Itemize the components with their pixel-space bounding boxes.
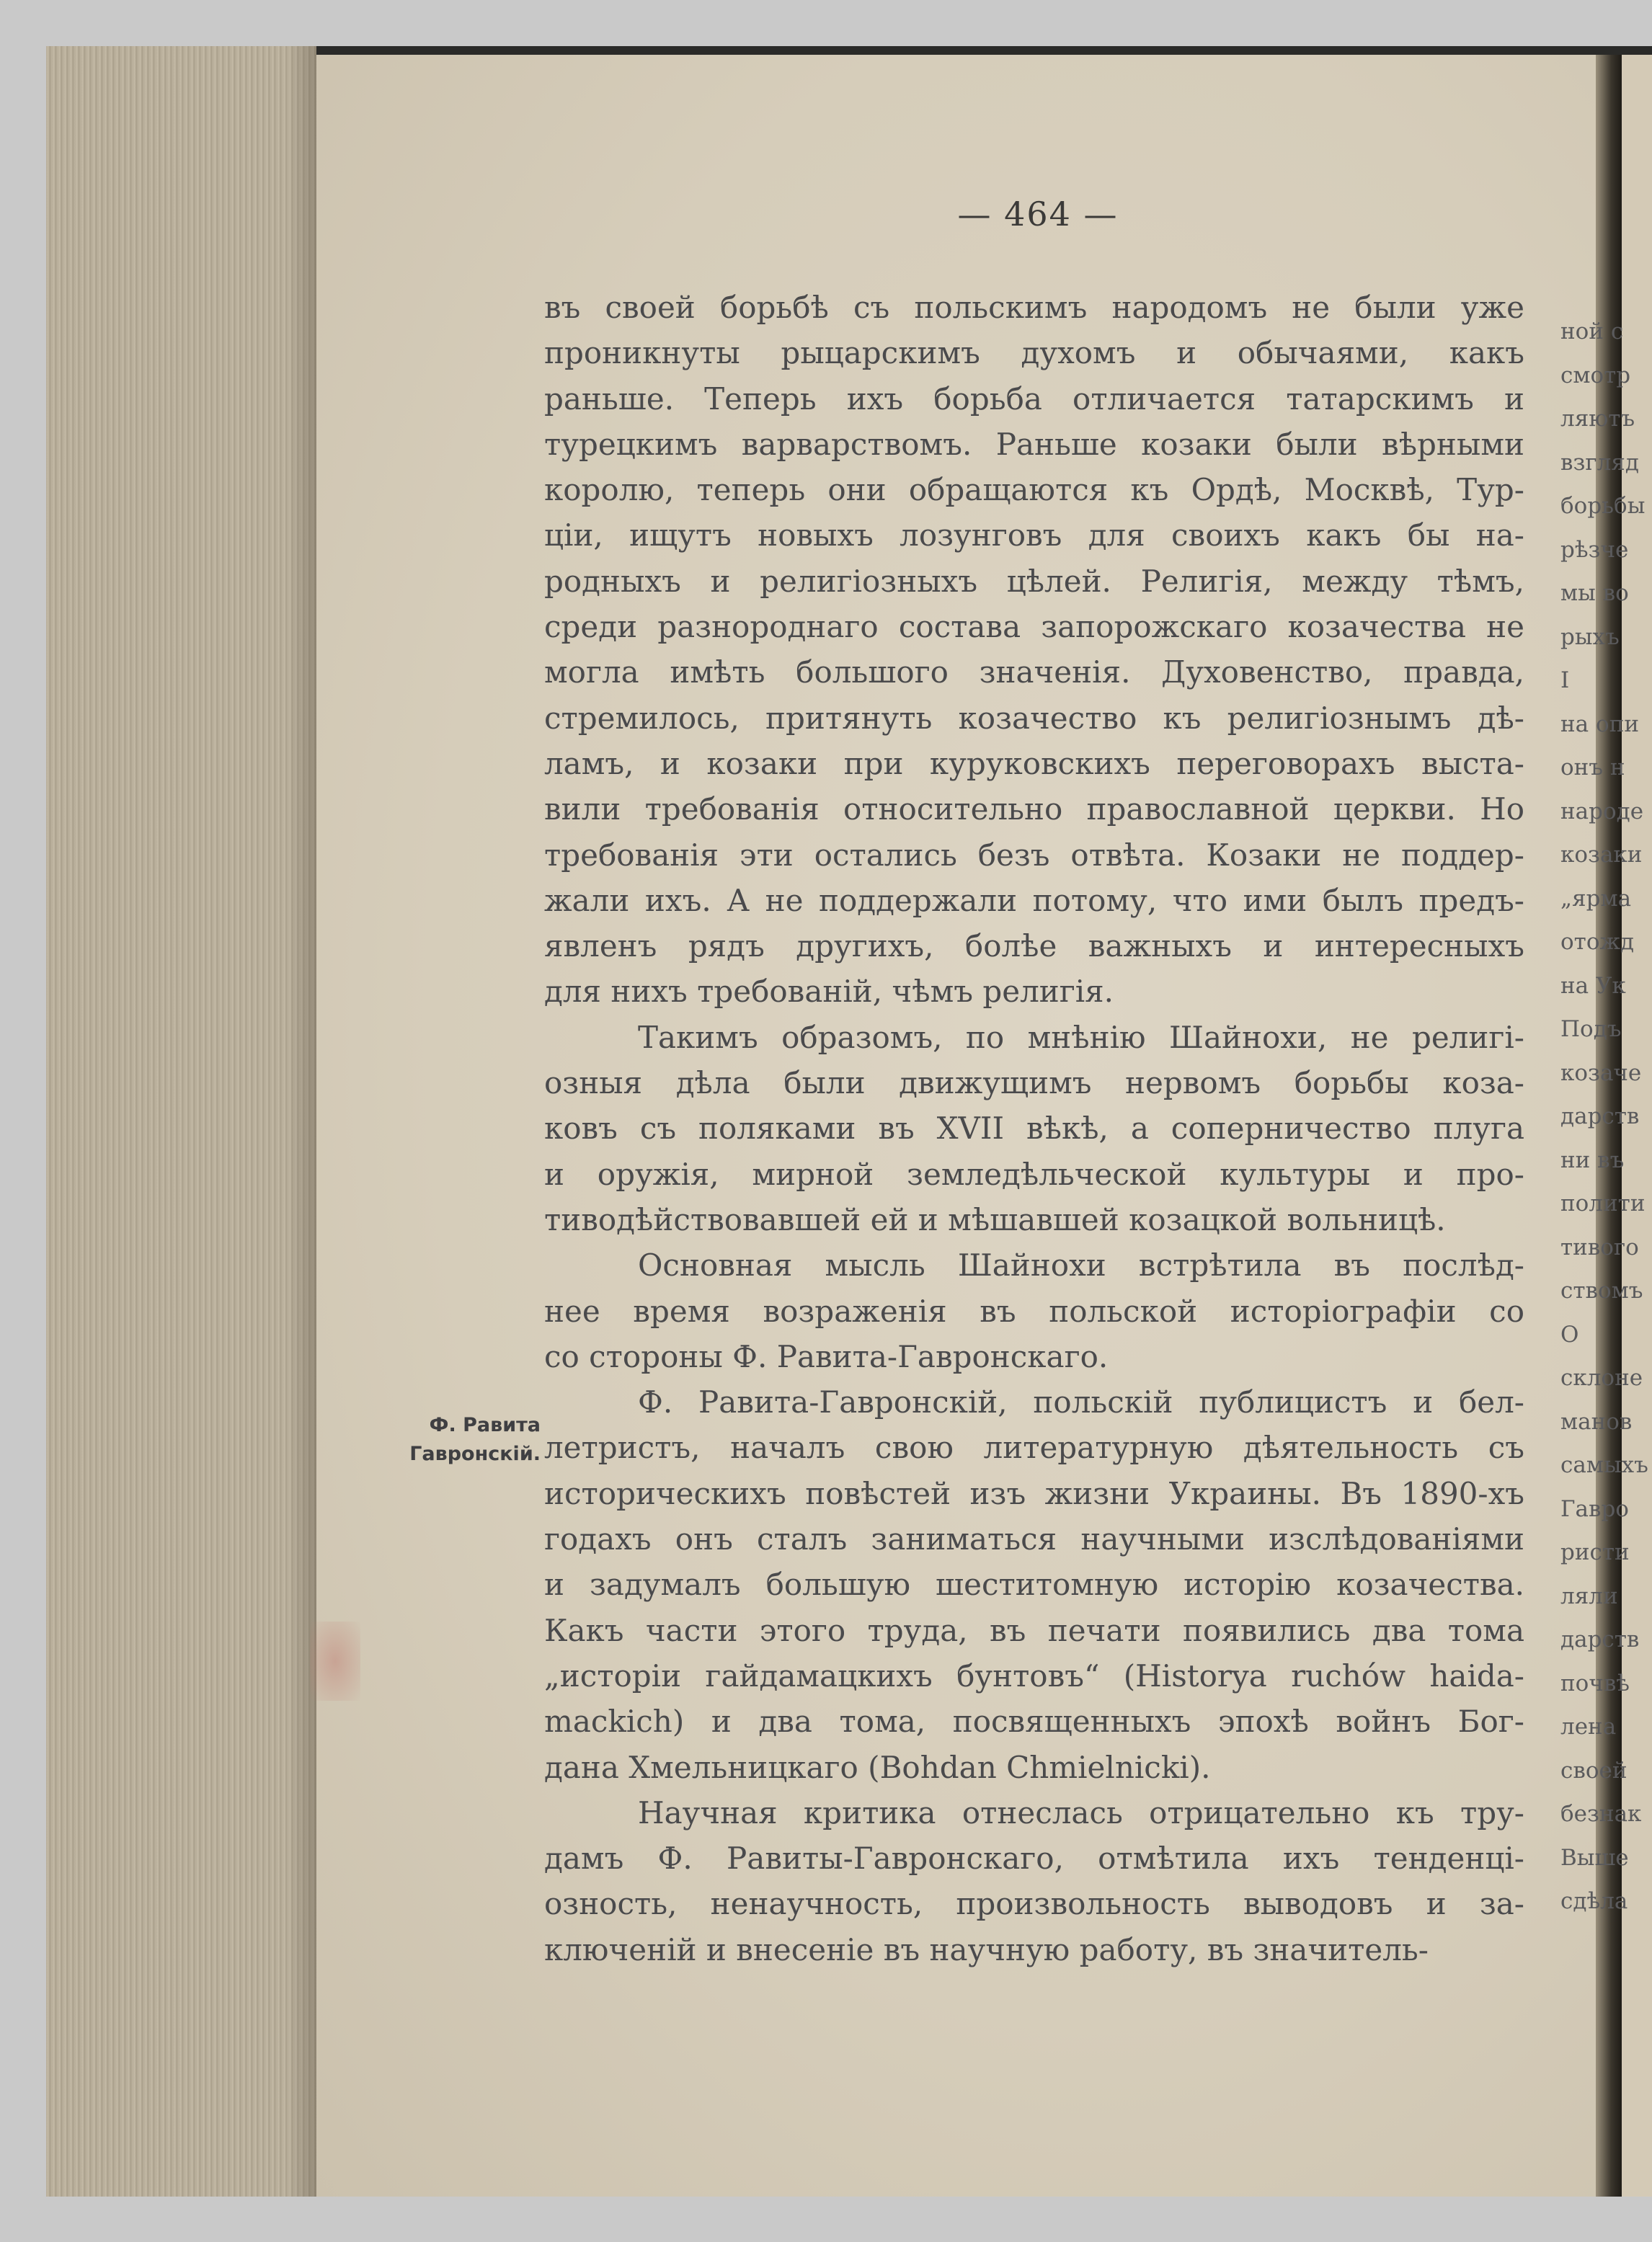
right-page-fragment: манов [1560, 1408, 1633, 1435]
text-line: среди разнороднаго состава запорожскаго козачества не [544, 609, 1524, 645]
text-line: и задумалъ большую шеститомную исторію козачества. [544, 1567, 1524, 1603]
text-line: турецкимъ варварствомъ. Раньше козаки были вѣрными [544, 426, 1524, 462]
right-page-fragment: мы во [1560, 580, 1629, 606]
text-line: Основная мысль Шайнохи встрѣтила въ послѣд- [638, 1247, 1524, 1284]
paragraph [544, 1790, 1524, 1972]
text-line: явленъ рядъ другихъ, болѣе важныхъ и интересныхъ [544, 928, 1524, 964]
right-page-fragment: козаче [1560, 1059, 1642, 1086]
text-line: нее время возраженія въ польской исторіографіи со [544, 1293, 1524, 1329]
right-page-fragment: лена [1560, 1714, 1617, 1740]
text-line: дамъ Ф. Равиты-Гавронскаго, отмѣтила ихъ тенденці- [544, 1841, 1524, 1877]
text-line: могла имѣть большого значенія. Духовенство, правда, [544, 654, 1524, 690]
text-line: Научная критика отнеслась отрицательно къ тру- [638, 1794, 1524, 1830]
text-line: историческихъ повѣстей изъ жизни Украины. Въ 1890-хъ [544, 1475, 1524, 1511]
right-page-fragment: взгляд [1560, 449, 1639, 476]
right-page-fragment: безнак [1560, 1801, 1642, 1827]
text-line: Ф. Равита-Гавронскій, польскій публицистъ и бел- [638, 1384, 1524, 1420]
right-page-fragment: народе [1560, 798, 1644, 824]
text-line: летристъ, началъ свою литературную дѣятельность съ [544, 1430, 1524, 1466]
right-page-fragment: склоне [1560, 1365, 1643, 1391]
right-page-fragment: дарств [1560, 1103, 1640, 1129]
text-line: ковъ съ поляками въ XVII вѣкѣ, а соперничество плуга [544, 1111, 1524, 1147]
text-line: озность, ненаучность, произвольность выводовъ и за- [544, 1886, 1524, 1922]
right-page-fragment: своей [1560, 1757, 1627, 1784]
right-page-fragment: ляютъ [1560, 406, 1635, 432]
text-line: проникнуты рыцарскимъ духомъ и обычаями, какъ [544, 335, 1524, 371]
text-line: раньше. Теперь ихъ борьба отличается татарскимъ и [544, 381, 1524, 417]
text-line: тиводѣйствовавшей ей и мѣшавшей козацкой вольницѣ. [544, 1201, 1446, 1237]
text-line: „исторіи гайдамацкихъ бунтовъ“ (Historya ruchów haida- [544, 1658, 1524, 1694]
right-page-fragment: тивого [1560, 1234, 1639, 1260]
right-page-fragment: отожд [1560, 929, 1635, 955]
right-page-fragment: ристи [1560, 1539, 1630, 1565]
text-line: mackich) и два тома, посвященныхъ эпохѣ войнъ Бог- [544, 1704, 1524, 1740]
margin-note [375, 1411, 541, 1469]
body-text [544, 285, 1524, 1972]
right-page-fragment: на Ук [1560, 972, 1626, 999]
right-page-fragment: Подъ [1560, 1016, 1622, 1042]
right-page-fragment: смотр [1560, 362, 1631, 388]
text-line: для нихъ требованій, чѣмъ религія. [544, 974, 1114, 1010]
text-line: ламъ, и козаки при куруковскихъ переговорахъ выста- [544, 745, 1524, 781]
right-page-fragment: О [1560, 1321, 1579, 1348]
paragraph [544, 1379, 1524, 1790]
right-page-fragment: полити [1560, 1191, 1646, 1216]
right-page-fragment: рыхъ [1560, 623, 1620, 650]
right-page-fragment: „ярма [1560, 885, 1632, 912]
right-page-fragment: борьбы [1560, 493, 1646, 519]
text-line: Такимъ образомъ, по мнѣнію Шайнохи, не религі- [638, 1019, 1524, 1055]
text-line: озныя дѣла были движущимъ нервомъ борьбы коза- [544, 1065, 1524, 1101]
right-page-fragment: сдѣла [1560, 1888, 1628, 1914]
page-number: — 464 — [957, 195, 1119, 233]
text-line: вили требованія относительно православной церкви. Но [544, 791, 1524, 827]
right-page-fragment: на опи [1560, 711, 1639, 737]
right-page-fragment: дарств [1560, 1627, 1640, 1652]
text-line: дана Хмельницкаго (Bohdan Chmielnicki). [544, 1749, 1211, 1785]
paper-stain [310, 1622, 360, 1701]
right-page-fragment: ляли [1560, 1583, 1618, 1609]
paragraph [544, 285, 1524, 1015]
right-page-fragment: Гавро [1560, 1495, 1629, 1522]
text-line: жали ихъ. А не поддержали потому, что ими былъ предъ- [544, 882, 1524, 918]
right-page-fragment: козаки [1560, 842, 1643, 868]
text-line: ціи, ищутъ новыхъ лозунговъ для своихъ какъ бы на- [544, 517, 1524, 553]
right-page-fragment: Выше [1560, 1844, 1629, 1871]
text-line: ключеній и внесеніе въ научную работу, въ значитель- [544, 1931, 1429, 1967]
book-page-edges [46, 46, 316, 2197]
right-page-fragment: ни въ [1560, 1147, 1625, 1173]
text-line: со стороны Ф. Равита-Гавронскаго. [544, 1338, 1109, 1374]
right-page-fragment: ствомъ [1560, 1278, 1643, 1304]
margin-note-line: Гавронскій. [409, 1443, 541, 1465]
paragraph [544, 1015, 1524, 1242]
right-page-fragment: І [1560, 667, 1570, 693]
text-line: годахъ онъ сталъ заниматься научными изслѣдованіями [544, 1521, 1524, 1557]
text-line: стремилось, притянуть козачество къ религіознымъ дѣ- [544, 700, 1524, 736]
text-line: въ своей борьбѣ съ польскимъ народомъ не были уже [544, 290, 1524, 325]
text-line: королю, теперь они обращаются къ Ордѣ, Москвѣ, Тур- [544, 472, 1524, 508]
paragraph [544, 1242, 1524, 1379]
text-line: Какъ части этого труда, въ печати появились два тома [544, 1612, 1524, 1648]
right-page-fragment: онъ н [1560, 755, 1625, 780]
text-line: требованія эти остались безъ отвѣта. Козаки не поддер- [544, 837, 1524, 873]
right-page-fragment: почвѣ [1560, 1670, 1630, 1696]
right-page-text [1560, 310, 1652, 1923]
right-page-fragment: ной с [1560, 319, 1624, 344]
text-line: и оружія, мирной земледѣльческой культуры и про- [544, 1156, 1524, 1192]
text-line: родныхъ и религіозныхъ цѣлей. Религія, между тѣмъ, [544, 563, 1524, 599]
right-page-fragment: самыхъ [1560, 1452, 1648, 1478]
margin-note-line: Ф. Равита [429, 1414, 541, 1436]
right-page-fragment: рѣзче [1560, 536, 1629, 563]
